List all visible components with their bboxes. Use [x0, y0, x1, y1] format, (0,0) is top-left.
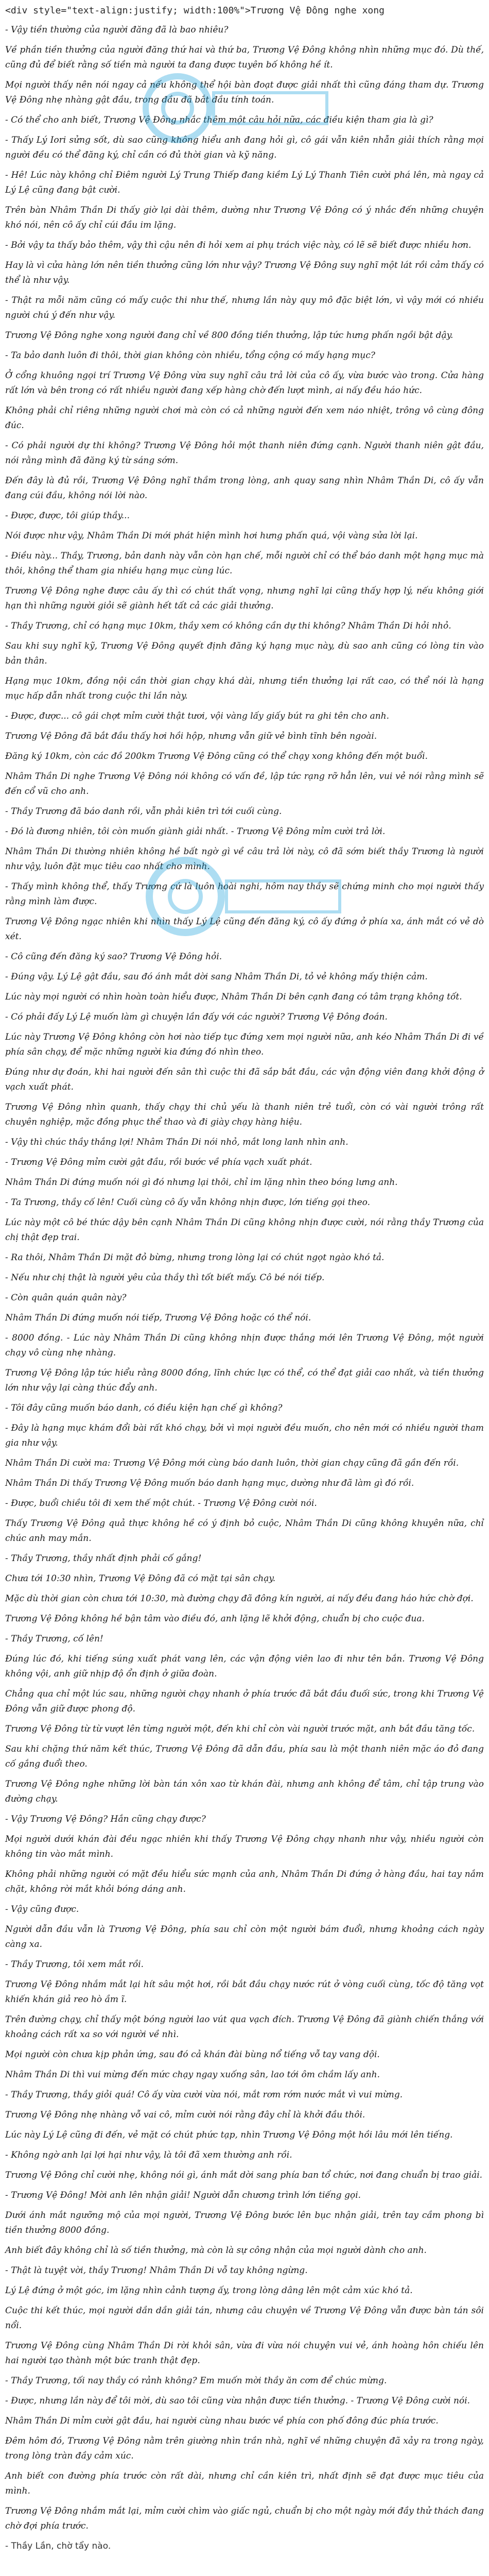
paragraph: - Không ngờ anh lại lợi hại như vậy, là tôi đã xem thường anh rồi.	[5, 2150, 292, 2160]
paragraph: Lúc này một cô bé thức dậy bên cạnh Nhâm Thần Di cũng không nhịn được cười, nói rằng thầy Trương của chị thật đẹp trai.	[5, 1217, 484, 1243]
paragraph: Ở cổng khuông ngọi trí Trương Vệ Đông vừa suy nghĩ câu trả lời của cô ấy, vừa bước vào trong. Cửa hàng rất lớn và bên trong có rất nhiều người đang xếp hàng chờ đến lượt mình, ai nấy đều háo hức.	[5, 370, 484, 396]
paragraph: Lúc này Lý Lệ cũng đi đến, vẻ mặt có chút phức tạp, nhìn Trương Vệ Đông một hồi lâu mới lên tiếng.	[5, 2130, 453, 2140]
paragraph: - Ra thôi, Nhâm Thần Di mặt đỏ bừng, nhưng trong lòng lại có chút ngọt ngào khó tả.	[5, 1252, 385, 1263]
paragraph: Không phải chỉ riêng những người chơi mà còn có cả những người đến xem náo nhiệt, trông vô cùng đông đúc.	[5, 405, 484, 431]
paragraph: Trên đường chạy, chỉ thấy một bóng người lao vút qua vạch đích. Trương Vệ Đông đã giành chiến thắng với khoảng cách rất xa so với người về nhì.	[5, 2014, 484, 2040]
paragraph: Mọi người thấy nên nói ngay cả nếu không thể hội bàn đoạt được giải nhất thì cũng đáng tham dự. Trương Vệ Đông nhẹ nhàng gật đầu, trong đầu đã bắt đầu tính toán.	[5, 80, 484, 105]
paragraph: - Thấy Lý Iori sửng sốt, dù sao cũng không hiểu anh đang hỏi gì, cô gái vẫn kiên nhẫn giải thích rằng mọi người đều có thể đăng ký, chỉ cần có đủ thời gian và kỹ năng.	[5, 135, 484, 160]
paragraph: - Thầy Trương, tối nay thầy có rảnh không? Em muốn mời thầy ăn cơm để chúc mừng.	[5, 2376, 387, 2386]
paragraph: Trương Vệ Đông ngạc nhiên khi nhìn thấy Lý Lệ cũng đến đăng ký, cô ấy đứng ở phía xa, ánh mắt có vẻ dò xét.	[5, 917, 484, 942]
paragraph: Lý Lệ đứng ở một góc, im lặng nhìn cảnh tượng ấy, trong lòng dâng lên một cảm xúc khó tả.	[5, 2285, 413, 2296]
paragraph: - Còn quân quán quân này?	[5, 1293, 127, 1303]
paragraph: - Cô cũng đến đăng ký sao? Trương Vệ Đông hỏi.	[5, 952, 222, 962]
paragraph: - Trương Vệ Đông mỉm cười gật đầu, rồi bước về phía vạch xuất phát.	[5, 1157, 312, 1167]
paragraph: Nhâm Thần Di thường nhiên không hề bất ngờ gì về câu trả lời này, cô đã sớm biết thầy Trương là người như vậy, luôn đặt mục tiêu cao nhất cho mình.	[5, 846, 484, 872]
paragraph: Nói được như vậy, Nhâm Thần Di mới phát hiện mình hơi hưng phấn quá, vội vàng sửa lời lại.	[5, 531, 418, 541]
paragraph: Không phải những người có mặt đều hiểu sức mạnh của anh, Nhâm Thần Di đứng ở hàng đầu, hai tay nắm chặt, không rời mắt khỏi bóng dáng anh.	[5, 1869, 484, 1894]
paragraph: Nhâm Thần Di mỉm cười gật đầu, hai người cùng nhau bước về phía con phố đông đúc phía trước.	[5, 2416, 439, 2426]
paragraph: - Thầy Trương, tôi xem mắt rồi.	[5, 1959, 144, 1970]
paragraph: - Thầy Trương, thầy giỏi quá! Cô ấy vừa cười vừa nói, mắt rơm rớm nước mắt vì vui mừng.	[5, 2090, 403, 2100]
paragraph: Cuộc thi kết thúc, mọi người dần dần giải tán, nhưng câu chuyện về Trương Vệ Đông vẫn được bàn tán sôi nổi.	[5, 2306, 484, 2331]
paragraph: Anh biết con đường phía trước còn rất dài, nhưng chỉ cần kiên trì, nhất định sẽ đạt được mục tiêu của mình.	[5, 2471, 484, 2496]
paragraph: - Vậy thì chúc thầy thắng lợi! Nhâm Thần Di nói nhỏ, mắt long lanh nhìn anh.	[5, 1137, 348, 1147]
paragraph: Về phần tiền thưởng của người đăng thứ hai và thứ ba, Trương Vệ Đông không nhìn những mục đó. Dù thế, cũng đủ để biết rằng số tiền mà người ta đang được tuyên bố không hề ít.	[5, 45, 484, 70]
document-body	[5, 23, 484, 2534]
paragraph: Trương Vệ Đông nghe được câu ấy thì có chút thất vọng, nhưng nghĩ lại cũng thấy hợp lý, nếu không giới hạn thì những người giỏi sẽ giành hết tất cả các giải thưởng.	[5, 586, 484, 611]
paragraph: Mọi người dưới khán đài đều ngạc nhiên khi thấy Trương Vệ Đông chạy nhanh như vậy, nhiều người còn không tin vào mắt mình.	[5, 1834, 484, 1859]
paragraph: Đúng lúc đó, khi tiếng súng xuất phát vang lên, các vận động viên lao đi như tên bắn. Trương Vệ Đông không vội, anh giữ nhịp độ ổn định ở giữa đoàn.	[5, 1654, 484, 1679]
paragraph: - Vậy Trương Vệ Đông? Hắn cũng chạy được?	[5, 1814, 206, 1824]
paragraph: Người dẫn đầu vẫn là Trương Vệ Đông, phía sau chỉ còn một người bám đuổi, nhưng khoảng cách ngày càng xa.	[5, 1924, 484, 1950]
paragraph: Đêm hôm đó, Trương Vệ Đông nằm trên giường nhìn trần nhà, nghĩ về những chuyện đã xảy ra trong ngày, trong lòng tràn đầy cảm xúc.	[5, 2436, 484, 2461]
paragraph: - Thật là tuyệt vời, thầy Trương! Nhâm Thần Di vỗ tay không ngừng.	[5, 2265, 308, 2276]
paragraph: Trương Vệ Đông đã bắt đầu thấy hơi hồi hộp, nhưng vẫn giữ vẻ bình tĩnh bên ngoài.	[5, 731, 377, 741]
paragraph: - Có phải người dự thi không? Trương Vệ Đông hỏi một thanh niên đứng cạnh. Người thanh niên gật đầu, nói rằng mình đã đăng ký từ sáng sớm.	[5, 440, 484, 466]
paragraph: Trương Vệ Đông nghe những lời bàn tán xôn xao từ khán đài, nhưng anh không để tâm, chỉ tập trung vào đường chạy.	[5, 1779, 484, 1804]
paragraph: Dưới ánh mắt ngưỡng mộ của mọi người, Trương Vệ Đông bước lên bục nhận giải, trên tay cầm phong bì tiền thưởng 8000 đồng.	[5, 2210, 484, 2235]
paragraph: Trương Vệ Đông từ từ vượt lên từng người một, đến khi chỉ còn vài người trước mặt, anh bắt đầu tăng tốc.	[5, 1724, 475, 1734]
paragraph: - Đây là hạng mục khám đổi bài rất khó chạy, bởi vì mọi người đều muốn, cho nên mới có nhiều người tham gia như vậy.	[5, 1423, 484, 1448]
paragraph: - Được, được, tôi giúp thầy...	[5, 511, 130, 521]
paragraph: - Trương Vệ Đông! Mời anh lên nhận giải! Người dẫn chương trình lớn tiếng gọi.	[5, 2190, 361, 2200]
paragraph: Thấy Trương Vệ Đông quả thực không hề có ý định bỏ cuộc, Nhâm Thần Di cũng không khuyên nữa, chỉ chúc anh may mắn.	[5, 1518, 484, 1544]
paragraph: - Đúng vậy. Lý Lệ gật đầu, sau đó ánh mắt dời sang Nhâm Thần Di, tỏ vẻ không mấy thiện cảm.	[5, 972, 428, 982]
paragraph: - Tôi đây cũng muốn báo danh, có điều kiện hạn chế gì không?	[5, 1403, 283, 1413]
paragraph: Lúc này Trương Vệ Đông không còn hơi nào tiếp tục đứng xem mọi người nữa, anh kéo Nhâm Thần Di đi về phía sân chạy, để mặc những người kia đứng đó nhìn theo.	[5, 1032, 484, 1057]
paragraph: Sau khi suy nghĩ kỹ, Trương Vệ Đông quyết định đăng ký hạng mục này, dù sao anh cũng có lòng tin vào bản thân.	[5, 641, 484, 666]
paragraph: Nhâm Thần Di thì vui mừng đến mức chạy ngay xuống sân, lao tới ôm chầm lấy anh.	[5, 2070, 380, 2080]
paragraph: Trương Vệ Đông cùng Nhâm Thần Di rời khỏi sân, vừa đi vừa nói chuyện vui vẻ, ánh hoàng hôn chiếu lên hai người tạo thành một bức tranh thật đẹp.	[5, 2341, 484, 2366]
paragraph: Mọi người còn chưa kịp phản ứng, sau đó cả khán đài bùng nổ tiếng vỗ tay vang dội.	[5, 2049, 380, 2060]
paragraph: - Thật ra mỗi năm cũng có mấy cuộc thi như thế, nhưng lần này quy mô đặc biệt lớn, vì vậy mới có nhiều người chú ý đến như vậy.	[5, 295, 484, 320]
paragraph: Hạng mục 10km, đồng nội cần thời gian chạy khá dài, nhưng tiền thưởng lại rất cao, có thể nói là hạng mục hấp dẫn nhất trong cuộc thi lần này.	[5, 676, 484, 701]
paragraph: - Hê! Lúc này không chỉ Điêm người Lý Trung Thiếp đang kiềm Lý Lý Thanh Tiên cười phá lên, mà ngay cả Lý Lệ cũng đang bật cười.	[5, 170, 484, 195]
paragraph: - Bởi vậy ta thấy bảo thêm, vậy thì cậu nên đi hỏi xem ai phụ trách việc này, có lẽ sẽ biết được nhiều hơn.	[5, 240, 471, 250]
paragraph: Đăng ký 10km, còn các đồ 200km Trương Vệ Đông cũng có thể chạy xong không đến một buổi.	[5, 751, 428, 761]
paragraph: - Có phải đấy Lý Lệ muốn làm gì chuyện lần đấy với các người? Trương Vệ Đông đoán.	[5, 1012, 388, 1022]
paragraph: - Có thể cho anh biết, Trương Vệ Đông nhắc thêm một câu hỏi nữa, các điều kiện tham gia là gì?	[5, 115, 433, 125]
paragraph: Lúc này mọi người có nhìn hoàn toàn hiểu được, Nhâm Thần Di bên cạnh đang có tâm trạng không tốt.	[5, 992, 462, 1002]
paragraph: - Thầy Trương, cố lên!	[5, 1634, 103, 1644]
paragraph: - Thấy mình không thể, thấy Trương cứ là luôn hoài nghi, hôm nay thầy sẽ chứng minh cho mọi người thấy rằng mình làm được.	[5, 882, 484, 907]
paragraph: Đúng như dự đoán, khi hai người đến sân thì cuộc thi đã sắp bắt đầu, các vận động viên đang khởi động ở vạch xuất phát.	[5, 1067, 484, 1092]
paragraph: Trương Vệ Đông nghe xong người đang chỉ về 800 đồng tiền thưởng, lập tức hưng phấn ngồi bật dậy.	[5, 330, 453, 341]
paragraph: - Vậy tiền thường của người đăng đã là bao nhiêu?	[5, 25, 229, 35]
paragraph: Nhâm Thần Di thấy Trương Vệ Đông muốn báo danh hạng mục, dường như đã làm gì đó rồi.	[5, 1478, 414, 1488]
paragraph: Mặc dù thời gian còn chưa tới 10:30, mà đường chạy đã đông kín người, ai nấy đều đang háo hức chờ đợi.	[5, 1594, 474, 1604]
paragraph: Nhâm Thần Di đứng muốn nói gì đó nhưng lại thôi, chỉ im lặng nhìn theo bóng lưng anh.	[5, 1177, 398, 1188]
paragraph: Nhâm Thần Di nghe Trương Vệ Đông nói không có vấn đề, lập tức rạng rỡ hẳn lên, vui vẻ nói rằng mình sẽ đến cổ vũ cho anh.	[5, 771, 484, 796]
paragraph: - Ta bảo danh luôn đi thôi, thời gian không còn nhiều, tổng cộng có mấy hạng mục?	[5, 350, 375, 361]
paragraph: Trương Vệ Đông không hề bận tâm vào điều đó, anh lặng lẽ khởi động, chuẩn bị cho cuộc đua.	[5, 1614, 425, 1624]
paragraph: Nhâm Thần Di cười ma: Trương Vệ Đông mới cùng báo danh luôn, thời gian chạy cũng đã gần đến rồi.	[5, 1458, 459, 1468]
paragraph: Trương Vệ Đông chỉ cười nhẹ, không nói gì, ánh mắt dời sang phía ban tổ chức, nơi đang chuẩn bị trao giải.	[5, 2170, 483, 2180]
paragraph: Nhâm Thần Di đứng muốn nói tiếp, Trương Vệ Đông hoặc có thể nói.	[5, 1313, 311, 1323]
paragraph: - Điều này... Thầy, Trương, bản danh này vẫn còn hạn chế, mỗi người chỉ có thể báo danh một hạng mục mà thôi, không thể tham gia nhiều hạng mục cùng lúc.	[5, 551, 484, 576]
paragraph: - Thầy Trương, chỉ có hạng mục 10km, thầy xem có không cần dự thi không? Nhâm Thần Di hỏi nhỏ.	[5, 621, 451, 631]
paragraph: Chưa tới 10:30 nhìn, Trương Vệ Đông đã có mặt tại sân chạy.	[5, 1573, 276, 1584]
paragraph: - Được, buổi chiều tôi đi xem thế một chút. - Trương Vệ Đông cười nói.	[5, 1498, 317, 1509]
paragraph: - Thầy Trương, thầy nhất định phải cố gắng!	[5, 1553, 202, 1564]
paragraph: - Ta Trương, thầy cố lên! Cuối cùng cô ấy vẫn không nhịn được, lớn tiếng gọi theo.	[5, 1197, 370, 1208]
paragraph: Sau khi chặng thứ năm kết thúc, Trương Vệ Đông đã dẫn đầu, phía sau là một thanh niên mặc áo đỏ đang cố gắng đuổi theo.	[5, 1744, 484, 1769]
paragraph: - Đó là đương nhiên, tôi còn muốn giành giải nhất. - Trương Vệ Đông mỉm cười trả lời.	[5, 826, 386, 837]
paragraph: Trương Vệ Đông nhắm mắt lại, mỉm cười chìm vào giấc ngủ, chuẩn bị cho một ngày mới đầy thử thách đang chờ đợi phía trước.	[5, 2506, 484, 2531]
paragraph: - Thầy Trương đã báo danh rồi, vẫn phải kiên trì tới cuối cùng.	[5, 806, 282, 817]
paragraph: Trương Vệ Đông nhắm mắt lại hít sâu một hơi, rồi bắt đầu chạy nước rút ở vòng cuối cùng, tốc độ tăng vọt khiến khán giả reo hò ầm ĩ.	[5, 1979, 484, 2005]
footer-line: - Thầy Lần, chờ tẩy nào.	[5, 2541, 111, 2551]
paragraph: - Được, được... cô gái chợt mỉm cười thật tươi, vội vàng lấy giấy bút ra ghi tên cho anh.	[5, 711, 390, 721]
paragraph: Anh biết đây không chỉ là số tiền thưởng, mà còn là sự công nhận của mọi người dành cho anh.	[5, 2245, 427, 2256]
header-code-line: <div style="text-align:justify; width:100%">Trương Vệ Đông nghe xong	[5, 5, 385, 16]
paragraph: - Được, nhưng lần này để tôi mời, dù sao tôi cũng vừa nhận được tiền thưởng. - Trương Vệ Đông cười nói.	[5, 2396, 470, 2406]
paragraph: - Vậy cũng được.	[5, 1904, 79, 1914]
paragraph: Chẳng qua chỉ một lúc sau, những người chạy nhanh ở phía trước đã bắt đầu đuối sức, trong khi Trương Vệ Đông vẫn giữ được phong độ.	[5, 1689, 484, 1714]
paragraph: Trương Vệ Đông nhẹ nhàng vỗ vai cô, mỉm cười nói rằng đây chỉ là khởi đầu thôi.	[5, 2110, 365, 2120]
paragraph: - 8000 đồng. - Lúc này Nhâm Thần Di cũng không nhịn được thắng mới lên Trương Vệ Đông, một người chạy vô cùng nhẹ nhàng.	[5, 1333, 484, 1358]
paragraph: Trương Vệ Đông nhìn quanh, thấy chạy thi chủ yếu là thanh niên trẻ tuổi, còn có vài người trông rất chuyên nghiệp, mặc đồng phục thể thao và đi giày chạy hàng hiệu.	[5, 1102, 484, 1127]
paragraph: Trên bàn Nhâm Thần Di thấy giờ lại dài thêm, dường như Trương Vệ Đông có ý nhắc đến những chuyện khó nói, nên cô ấy chỉ cúi đầu im lặng.	[5, 205, 484, 230]
paragraph: - Nếu như chị thật là người yêu của thầy thì tốt biết mấy. Cô bé nói tiếp.	[5, 1273, 325, 1283]
paragraph: Trương Vệ Đông lập tức hiểu rằng 8000 đồng, lĩnh chức lực có thể, có thể đạt giải cao nhất, và tiền thưởng lớn như vậy lại càng thúc đẩy anh.	[5, 1368, 484, 1393]
paragraph: Đến đây là đủ rồi, Trương Vệ Đông nghĩ thầm trong lòng, anh quay sang nhìn Nhâm Thần Di, cô ấy vẫn đang cúi đầu, không nói lời nào.	[5, 476, 484, 501]
paragraph: Hay là vì cửa hàng lớn nên tiền thưởng cũng lớn như vậy? Trương Vệ Đông suy nghĩ một lát rồi cảm thấy có thể là như vậy.	[5, 260, 484, 285]
